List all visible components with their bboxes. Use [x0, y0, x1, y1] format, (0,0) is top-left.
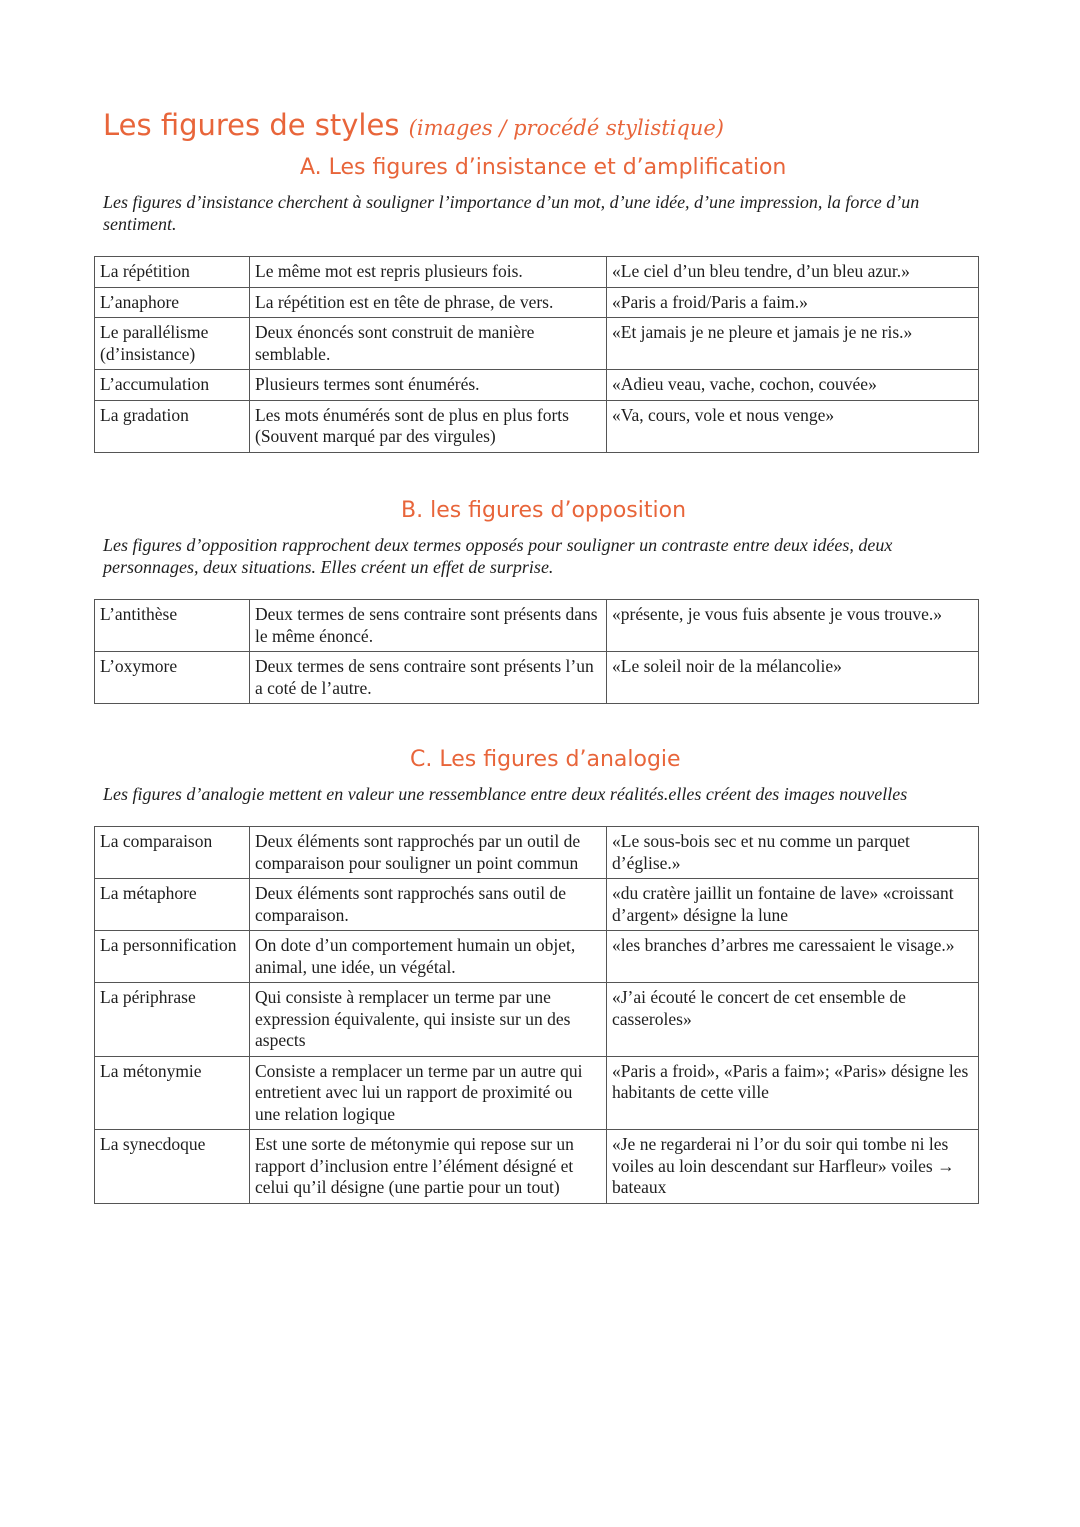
term-cell: La synecdoque — [95, 1130, 250, 1204]
term-cell: La comparaison — [95, 827, 250, 879]
section-heading-analogie: C. Les figures d’analogie — [410, 747, 681, 772]
table-row — [95, 370, 979, 401]
term-cell: La métonymie — [95, 1056, 250, 1130]
term-cell: L’antithèse — [95, 600, 250, 652]
table-opposition — [94, 599, 979, 704]
example-cell: «Adieu veau, vache, cochon, couvée» — [607, 370, 979, 401]
table-row — [95, 931, 979, 983]
section-intro-opposition: Les figures d’opposition rapprochent deux termes opposés pour souligner un contraste entre deux idées, deux personnages, deux situations. Elles créent un effet de surprise. — [103, 535, 893, 577]
example-cell: «du cratère jaillit un fontaine de lave» «croissant d’argent» désigne la lune — [607, 879, 979, 931]
example-cell: «Le sous-bois sec et nu comme un parquet d’église.» — [607, 827, 979, 879]
table-row — [95, 652, 979, 704]
table-row — [95, 600, 979, 652]
example-cell: «J’ai écouté le concert de cet ensemble de casseroles» — [607, 983, 979, 1057]
table-analogie — [94, 826, 979, 1204]
table-row — [95, 257, 979, 288]
term-cell: La métaphore — [95, 879, 250, 931]
definition-cell: La répétition est en tête de phrase, de vers. — [250, 287, 607, 318]
term-cell: L’anaphore — [95, 287, 250, 318]
table-row — [95, 318, 979, 370]
example-cell: «Paris a froid», «Paris a faim»; «Paris» désigne les habitants de cette ville — [607, 1056, 979, 1130]
table-row — [95, 1056, 979, 1130]
definition-cell: Plusieurs termes sont énumérés. — [250, 370, 607, 401]
page-subtitle: (images / procédé stylistique) — [408, 116, 724, 140]
table-insistance — [94, 256, 979, 453]
definition-cell: Consiste a remplacer un terme par un autre qui entretient avec lui un rapport de proximité ou une relation logique — [250, 1056, 607, 1130]
example-cell: «Va, cours, vole et nous venge» — [607, 400, 979, 452]
example-cell: «Je ne regarderai ni l’or du soir qui tombe ni les voiles au loin descendant sur Harfleur» voiles → bateaux — [607, 1130, 979, 1204]
definition-cell: Deux termes de sens contraire sont présents l’un a coté de l’autre. — [250, 652, 607, 704]
table-row — [95, 1130, 979, 1204]
page-title-text: Les figures de styles — [103, 108, 400, 142]
section-heading-insistance: A. Les figures d’insistance et d’amplification — [300, 155, 787, 180]
example-cell: «Le soleil noir de la mélancolie» — [607, 652, 979, 704]
section-intro-analogie: Les figures d’analogie mettent en valeur une ressemblance entre deux réalités.elles créent des images nouvelles — [103, 784, 908, 804]
definition-cell: Est une sorte de métonymie qui repose sur un rapport d’inclusion entre l’élément désigné et celui qu’il désigne (une partie pour un tout) — [250, 1130, 607, 1204]
definition-cell: Deux énoncés sont construit de manière semblable. — [250, 318, 607, 370]
example-cell: «Paris a froid/Paris a faim.» — [607, 287, 979, 318]
definition-cell: Deux éléments sont rapprochés sans outil de comparaison. — [250, 879, 607, 931]
example-cell: «présente, je vous fuis absente je vous trouve.» — [607, 600, 979, 652]
page-title — [103, 108, 724, 142]
example-cell: «Le ciel d’un bleu tendre, d’un bleu azur.» — [607, 257, 979, 288]
section-heading-opposition: B. les figures d’opposition — [401, 498, 687, 523]
definition-cell: Deux termes de sens contraire sont présents dans le même énoncé. — [250, 600, 607, 652]
table-row — [95, 400, 979, 452]
table-row — [95, 983, 979, 1057]
term-cell: Le parallélisme (d’insistance) — [95, 318, 250, 370]
term-cell: La gradation — [95, 400, 250, 452]
definition-cell: On dote d’un comportement humain un objet, animal, une idée, un végétal. — [250, 931, 607, 983]
term-cell: L’accumulation — [95, 370, 250, 401]
definition-cell: Le même mot est repris plusieurs fois. — [250, 257, 607, 288]
term-cell: La répétition — [95, 257, 250, 288]
definition-cell: Qui consiste à remplacer un terme par une expression équivalente, qui insiste sur un des aspects — [250, 983, 607, 1057]
section-intro-insistance: Les figures d’insistance cherchent à souligner l’importance d’un mot, d’une idée, d’une impression, la force d’un sentiment. — [103, 192, 920, 234]
term-cell: La personnification — [95, 931, 250, 983]
term-cell: L’oxymore — [95, 652, 250, 704]
table-row — [95, 827, 979, 879]
example-cell: «les branches d’arbres me caressaient le visage.» — [607, 931, 979, 983]
table-row — [95, 879, 979, 931]
definition-cell: Les mots énumérés sont de plus en plus forts (Souvent marqué par des virgules) — [250, 400, 607, 452]
example-cell: «Et jamais je ne pleure et jamais je ne ris.» — [607, 318, 979, 370]
term-cell: La périphrase — [95, 983, 250, 1057]
definition-cell: Deux éléments sont rapprochés par un outil de comparaison pour souligner un point commun — [250, 827, 607, 879]
table-row — [95, 287, 979, 318]
